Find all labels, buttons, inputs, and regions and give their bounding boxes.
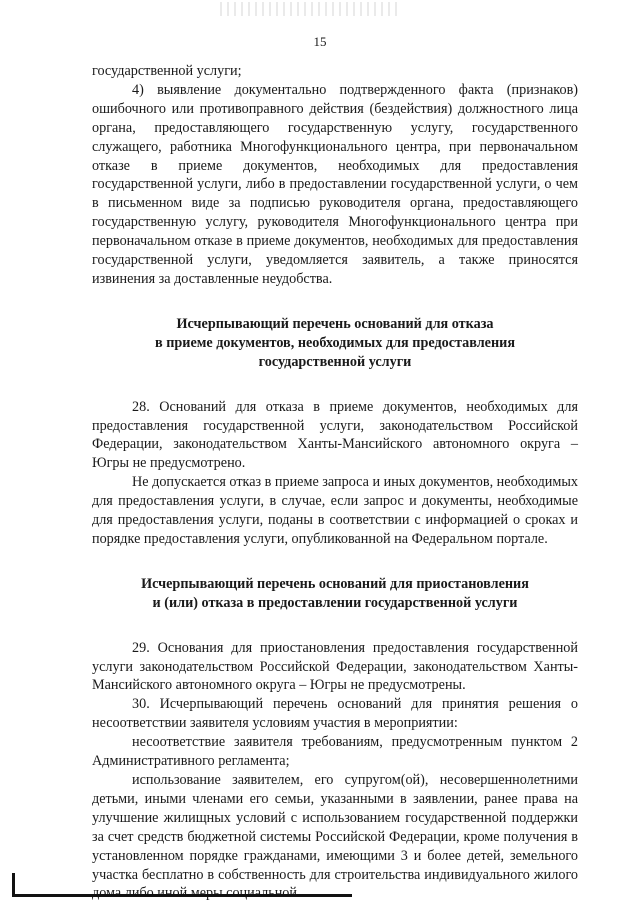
heading-line: в приеме документов, необходимых для предоставления	[155, 334, 515, 351]
heading-line: и (или) отказа в предоставлении государственной услуги	[152, 594, 518, 611]
heading-line: Исчерпывающий перечень оснований для приостановления	[141, 575, 529, 592]
section-heading-refusal-documents	[92, 315, 578, 372]
paragraph-29: 29. Основания для приостановления предоставления государственной услуги законодательством Российской Федерации, законодательством Ханты-Мансийского автономного округа – Югры не предусмотрены.	[92, 639, 578, 694]
paragraph-not-allowed: Не допускается отказ в приеме запроса и иных документов, необходимых для предоставления услуги, в случае, если запрос и документы, необходимые для предоставления услуги, поданы в соответствии с информацией о сроках и порядке предоставления услуги, опубликованной на Федеральном портале.	[92, 474, 578, 547]
paragraph-continuation: государственной услуги;	[92, 63, 242, 79]
document-body	[92, 62, 578, 903]
section-heading-suspension-refusal	[92, 575, 578, 613]
scan-artifact-bottom-corner	[12, 873, 15, 897]
paragraph-item-4: 4) выявление документально подтвержденного факта (признаков) ошибочного или противоправного действия (бездействия) должностного лица органа, предоставляющего государственную услугу, государственного служащего, работника Многофункционального центра, при первоначальном отказе в приеме документов, необходимых для предоставления государственной услуги, либо в предоставлении государственной услуги, о чем в письменном виде за подписью руководителя органа, предоставляющего государственную услугу, руководителя Многофункционального центра при первоначальном отказе в приеме документов, необходимых для предоставления государственной услуги, уведомляется заявитель, а также приносятся извинения за доставленные неудобства.	[92, 81, 578, 287]
scan-artifact-bottom-line	[12, 894, 352, 897]
page-number: 15	[313, 34, 327, 49]
heading-line: государственной услуги	[258, 353, 412, 370]
heading-line: Исчерпывающий перечень оснований для отказа	[176, 315, 494, 332]
scan-artifact-top	[220, 2, 400, 16]
paragraph-mismatch-requirements: несоответствие заявителя требованиям, предусмотренным пунктом 2 Административного регламента;	[92, 734, 578, 770]
paragraph-28: 28. Оснований для отказа в приеме документов, необходимых для предоставления государственной услуги, законодательством Российской Федерации, законодательством Ханты-Мансийского автономного округа – Югры не предусмотрено.	[92, 398, 578, 472]
paragraph-30: 30. Исчерпывающий перечень оснований для принятия решения о несоответствии заявителя условиям участия в мероприятии:	[92, 696, 578, 732]
paragraph-prior-use-of-right: использование заявителем, его супругом(ой), несовершеннолетними детьми, иными членами его семьи, указанными в заявлении, ранее права на улучшение жилищных условий с использованием государственной поддержки за счет средств бюджетной системы Российской Федерации, кроме получения в установленном порядке гражданами, имеющими 3 и более детей, земельного участка бесплатно в собственность для строительства индивидуального жилого	[92, 772, 578, 883]
